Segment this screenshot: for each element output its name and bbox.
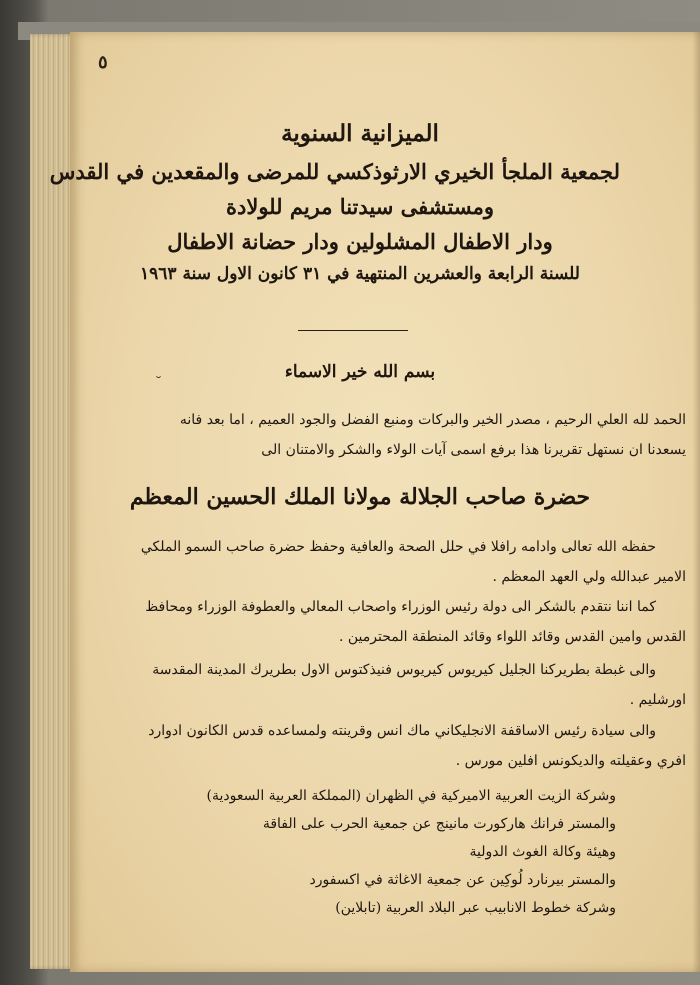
- paragraph-2-line-2: القدس وامين القدس وقائد اللواء وقائد المنطقة المحترمين .: [338, 629, 686, 645]
- paragraph-1: [86, 532, 686, 592]
- paragraph-2-line-1: كما اننا نتقدم بالشكر الى دولة رئيس الوزراء واصحاب المعالي والعطوفة الوزراء ومحافظ: [145, 599, 656, 615]
- paragraph-4-line-1: والى سيادة رئيس الاساقفة الانجليكاني ماك انس وقرينته ولمساعده قدس الكانون ادوارد: [148, 723, 656, 739]
- list-item: وهيئة وكالة الغوث الدولية: [469, 844, 616, 860]
- dedication-heading: حضرة صاحب الجلالة مولانا الملك الحسين المعظم: [129, 484, 591, 510]
- paragraph-4-line-2: افري وعقيلته والديكونس افلين مورس .: [455, 753, 686, 769]
- page-title: الميزانية السنوية: [281, 120, 439, 147]
- list-item: والمستر بيرنارد لُوكِين عن جمعية الاغاثة في اكسفورد: [309, 872, 616, 888]
- paragraph-3: [86, 655, 686, 715]
- thanks-list: [206, 782, 616, 922]
- paragraph-2: [86, 592, 686, 652]
- paragraph-4: [86, 716, 686, 776]
- intro-line-1: الحمد لله العلي الرحيم ، مصدر الخير والبركات ومنبع الفضل والجود العميم ، اما بعد فانه: [179, 412, 686, 428]
- list-item: وشركة خطوط الانابيب عبر البلاد العربية (تابلاين): [335, 900, 616, 916]
- paragraph-3-line-2: اورشليم .: [629, 692, 686, 708]
- ink-mark: ˘: [155, 375, 162, 391]
- title-year-line: للسنة الرابعة والعشرين المنتهية في ٣١ كانون الاول سنة ١٩٦٣: [140, 264, 580, 284]
- page-number: ٥: [98, 52, 108, 73]
- list-item: وشركة الزيت العربية الاميركية في الظهران (المملكة العربية السعودية): [206, 788, 616, 804]
- title-block: [49, 120, 620, 284]
- intro-paragraph: [86, 405, 686, 465]
- page-shadow: [692, 32, 700, 972]
- paragraph-1-line-1: حفظه الله تعالى وادامه رافلا في حلل الصحة والعافية وحفظ حضرة صاحب السمو الملكي: [140, 539, 656, 555]
- title-line-1: لجمعية الملجأ الخيري الارثوذكسي للمرضى والمقعدين في القدس: [49, 159, 620, 184]
- title-divider: [298, 330, 408, 331]
- list-item: والمستر فرانك هاركورت مانينج عن جمعية الحرب على الفاقة: [262, 816, 616, 832]
- paragraph-1-line-2: الامير عبدالله ولي العهد المعظم .: [492, 569, 686, 585]
- title-line-3: ودار الاطفال المشلولين ودار حضانة الاطفال: [167, 229, 553, 254]
- basmala: بسم الله خير الاسماء: [284, 362, 436, 382]
- paragraph-3-line-1: والى غبطة بطريركنا الجليل كيريوس كيريوس فنيذكتوس الاول بطريرك المدينة المقدسة: [152, 662, 656, 678]
- title-line-2: ومستشفى سيدتنا مريم للولادة: [226, 194, 494, 219]
- intro-line-2: يسعدنا ان نستهل تقريرنا هذا برفع اسمى آيات الولاء والشكر والامتنان الى: [261, 442, 686, 458]
